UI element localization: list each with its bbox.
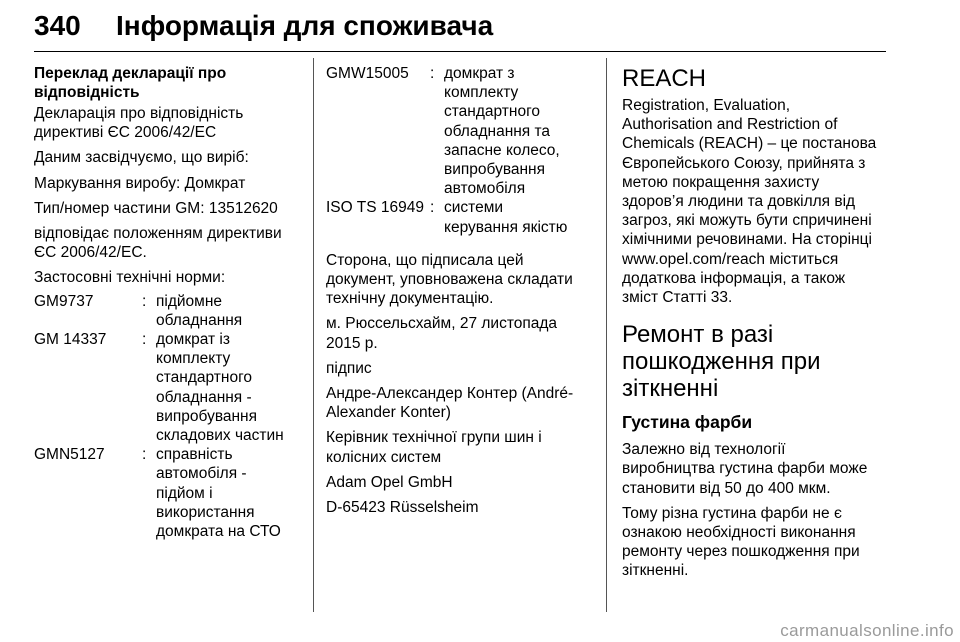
paragraph: Тому різна густина фарби не є ознакою необхідності виконання ремонту через пошкодження при зіткненні. [622, 504, 860, 580]
paragraph: Adam Opel GmbH [326, 473, 453, 491]
column-3 [622, 64, 886, 587]
paragraph: Керівник технічної групи шин і колісних систем [326, 429, 542, 466]
norm-separator: : [430, 199, 435, 217]
norm-separator: : [430, 65, 435, 82]
page-header [34, 10, 886, 42]
paragraph: відповідає положенням директиви ЄС 2006/42/EC. [34, 225, 282, 262]
norm-separator: : [142, 331, 147, 349]
norm-code: GMN5127 [34, 446, 105, 464]
column-1 [34, 64, 302, 541]
norm-row [34, 292, 302, 330]
norm-separator: : [142, 446, 147, 464]
paragraph: Даним засвідчуємо, що виріб: [34, 149, 249, 167]
norm-row [326, 64, 588, 198]
column-2 [326, 64, 588, 523]
norm-code: GM9737 [34, 292, 94, 310]
paragraph: D-65423 Rüsselsheim [326, 499, 479, 517]
norm-description: системи керування якістю [444, 199, 568, 236]
paragraph: підпис [326, 359, 372, 377]
paragraph: Маркування виробу: Домкрат [34, 174, 246, 192]
norm-separator: : [142, 292, 147, 310]
reach-title: REACH [622, 65, 707, 92]
subsection-title: Густина фарби [622, 412, 753, 433]
declaration-heading: Переклад декларації про відповідність [34, 65, 227, 101]
header-rule [34, 51, 886, 52]
norm-row [34, 330, 302, 445]
section-title: Ремонт в разі пошкодження при зіткненні [622, 321, 821, 403]
norm-description: підйомне обладнання [156, 292, 243, 329]
paragraph: Декларація про відповідність директиві ЄС 2006/42/EC [34, 105, 244, 142]
norm-row [326, 198, 588, 236]
paragraph: Тип/номер частини GM: 13512620 [34, 199, 278, 217]
column-divider-2 [606, 58, 607, 612]
column-divider-1 [313, 58, 314, 612]
norm-description: домкрат із комплекту стандартного обладнання - випробування складових частин [156, 331, 284, 445]
norm-description: домкрат з комплекту стандартного обладнання та запасне колесо, випробування автомобіля [444, 65, 560, 198]
page-title: Інформація для споживача [116, 10, 494, 41]
reach-paragraph: Registration, Evaluation, Authorisation and Restriction of Chemicals (REACH) – це постанова Європейського Союзу, прийнята з метою покращення захисту здоров’я людини та довкілля від загроз, які можуть бути спричинені хімічними речовинами. На сторінці www.opel.com/reach міститься додаткова інформація, а також зміст Статті 33. [622, 97, 877, 307]
norm-code: GM 14337 [34, 331, 107, 349]
paragraph: Андре-Александер Контер (André- Alexander Konter) [326, 385, 574, 422]
page-number: 340 [34, 10, 81, 41]
paragraph: Залежно від технології виробництва густина фарби може становити від 50 до 400 мкм. [622, 441, 868, 497]
paragraph: м. Рюссельсхайм, 27 листопада 2015 р. [326, 315, 558, 352]
norm-description: справність автомобіля - підйом і використання домкрата на СТО [156, 446, 281, 541]
norm-code: GMW15005 [326, 65, 409, 82]
paragraph: Сторона, що підписала цей документ, уповноважена складати технічну документацію. [326, 251, 573, 308]
norm-code: ISO TS 16949 [326, 199, 424, 217]
paragraph: Застосовні технічні норми: [34, 269, 226, 287]
norm-row [34, 445, 302, 541]
watermark: carmanualsonline.info [780, 621, 954, 640]
